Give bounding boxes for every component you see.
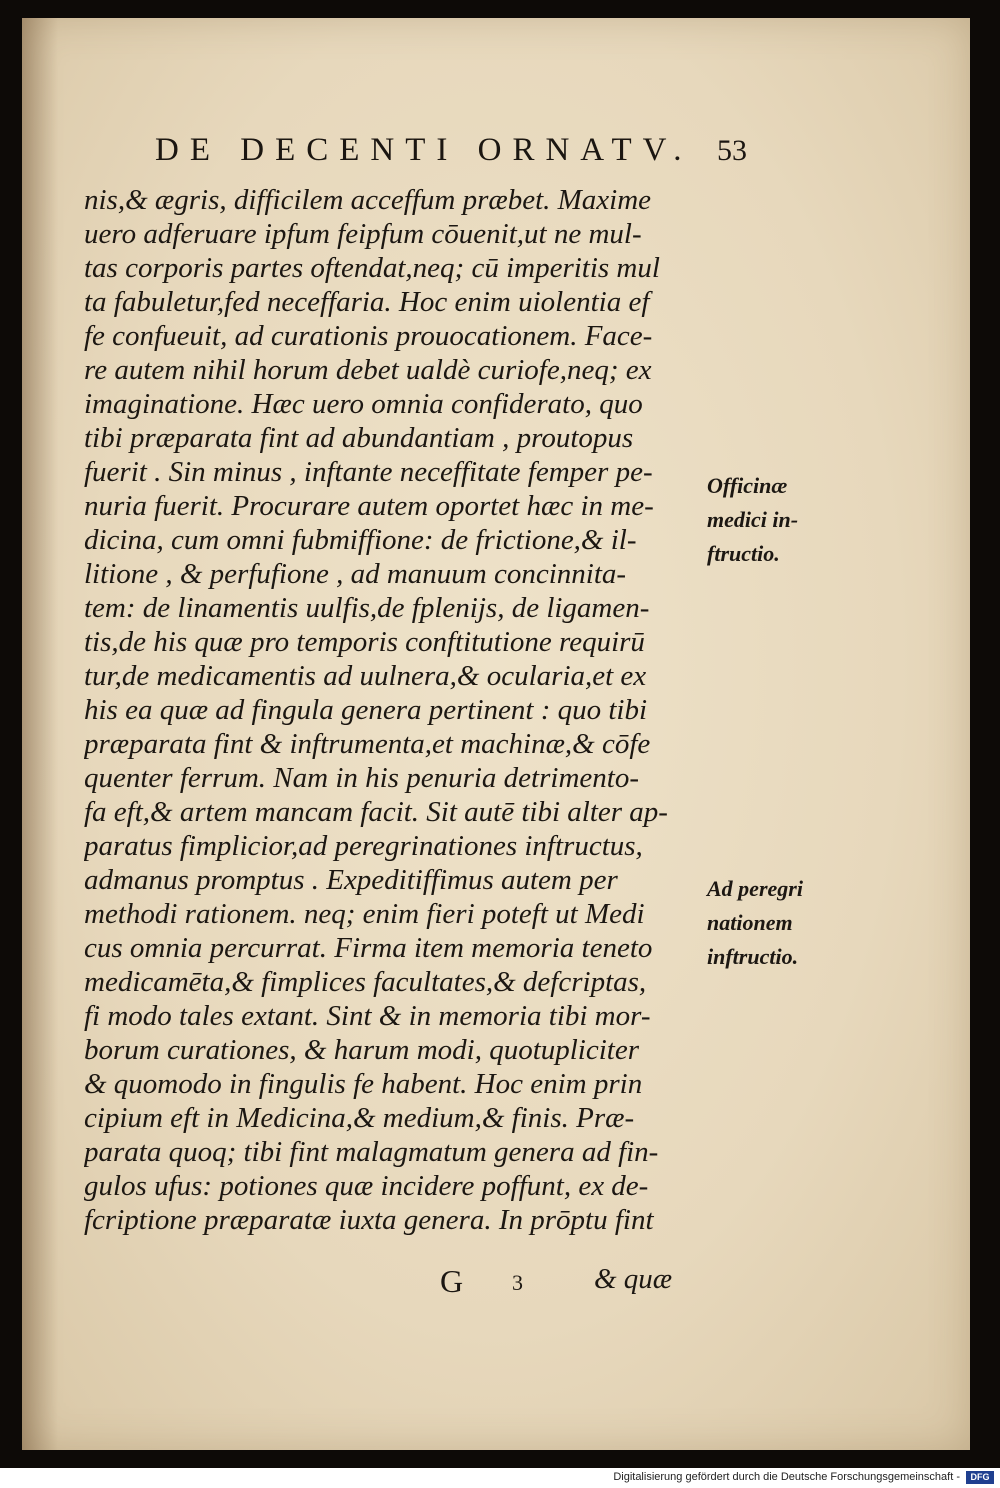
text-line: paratus fimplicior,ad peregrinationes inftructus, <box>84 830 643 862</box>
page-number: 53 <box>717 134 747 167</box>
text-line: quenter ferrum. Nam in his penuria detrimento- <box>84 762 639 794</box>
text-line: fi modo tales extant. Sint & in memoria tibi mor- <box>84 1000 651 1032</box>
text-line: cus omnia percurrat. Firma item memoria teneto <box>84 932 653 964</box>
dfg-logo: DFG <box>966 1471 994 1484</box>
text-line: dicina, cum omni fubmiffione: de frictione,& il- <box>84 524 637 556</box>
text-line: fuerit . Sin minus , inftante neceffitate femper pe- <box>84 456 653 488</box>
running-head-title: DE DECENTI ORNATV. <box>155 132 693 168</box>
text-line: præparata fint & inftrumenta,et machinæ,& cōfe <box>84 728 651 760</box>
catchword: & quæ <box>594 1263 673 1295</box>
side-note-line: nationem <box>707 910 793 935</box>
side-note-line: inftructio. <box>707 944 799 969</box>
text-line: re autem nihil horum debet ualdè curiofe,neq; ex <box>84 354 652 386</box>
footer-bar <box>0 1468 1000 1488</box>
text-line: methodi rationem. neq; enim fieri poteft ut Medi <box>84 898 645 930</box>
text-line: & quomodo in fingulis fe habent. Hoc enim prin <box>84 1068 643 1100</box>
side-note-line: Ad peregri <box>707 876 803 901</box>
text-line: admanus promptus . Expeditiffimus autem per <box>84 864 618 896</box>
signature-mark: G <box>440 1263 464 1299</box>
text-line: tur,de medicamentis ad uulnera,& ocularia,et ex <box>84 660 647 692</box>
side-note-line: Officinæ <box>707 473 788 498</box>
side-note-line: medici in- <box>707 507 799 532</box>
text-line: fe confueuit, ad curationis prouocationem. Face- <box>84 320 653 352</box>
text-line: tem: de linamentis uulfis,de fplenijs, de ligamen- <box>84 592 650 624</box>
text-line: tis,de his quæ pro temporis conftitutione requirū <box>84 626 645 658</box>
text-line: cipium eft in Medicina,& medium,& finis. Præ- <box>84 1102 635 1134</box>
text-line: fa eft,& artem mancam facit. Sit autē tibi alter ap- <box>84 796 668 828</box>
text-line: nuria fuerit. Procurare autem oportet hæc in me- <box>84 490 654 522</box>
funding-credit: Digitalisierung gefördert durch die Deutsche Forschungsgemeinschaft - <box>613 1471 960 1483</box>
text-line: uero adferuare ipfum feipfum cōuenit,ut ne mul- <box>84 218 642 250</box>
text-line: borum curationes, & harum modi, quotupliciter <box>84 1034 640 1066</box>
text-line: tas corporis partes oftendat,neq; cū imperitis mul <box>84 252 660 284</box>
text-line: nis,& ægris, difficilem acceffum præbet. Maxime <box>84 184 652 216</box>
text-line: tibi præparata fint ad abundantiam , proutopus <box>84 422 634 454</box>
signature-number: 3 <box>512 1270 523 1295</box>
text-line: litione , & perfufione , ad manuum concinnita- <box>84 558 627 590</box>
running-head <box>155 132 755 176</box>
book-page <box>22 18 970 1450</box>
text-line: medicamēta,& fimplices facultates,& defcriptas, <box>84 966 647 998</box>
text-line: parata quoq; tibi fint malagmatum genera ad fin- <box>84 1136 659 1168</box>
text-line: fcriptione præparatæ iuxta genera. In prōptu fint <box>84 1204 654 1236</box>
text-line: imaginatione. Hæc uero omnia confiderato, quo <box>84 388 643 420</box>
text-line: ta fabuletur,fed neceffaria. Hoc enim uiolentia ef <box>84 286 650 318</box>
side-note-line: ftructio. <box>707 541 780 566</box>
text-line: his ea quæ ad fingula genera pertinent : quo tibi <box>84 694 648 726</box>
text-line: gulos ufus: potiones quæ incidere poffunt, ex de- <box>84 1170 649 1202</box>
